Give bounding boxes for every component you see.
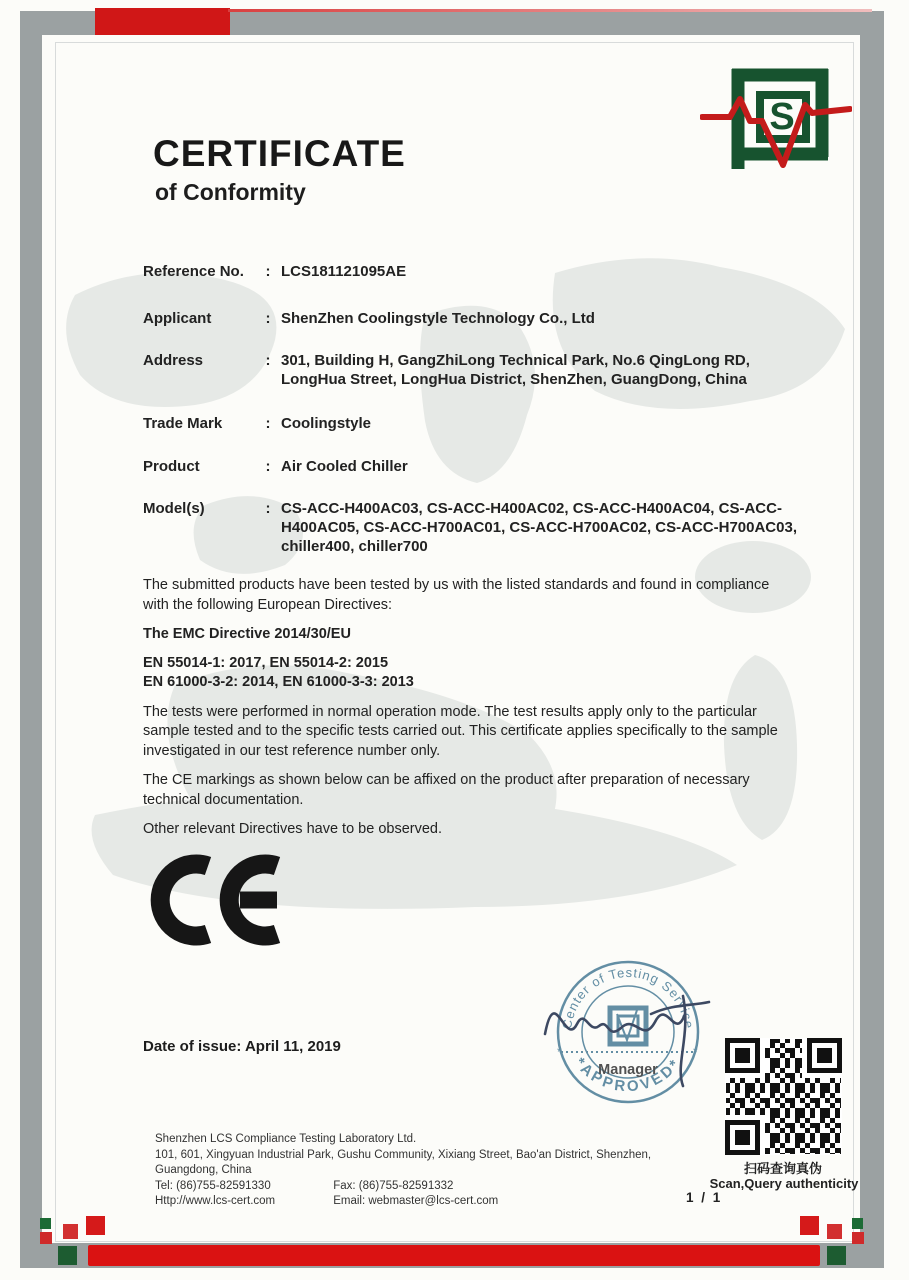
footer-website: Http://www.lcs-cert.com <box>155 1195 276 1207</box>
field-colon: : <box>265 500 271 517</box>
other-directives-paragraph: Other relevant Directives have to be observed. <box>143 821 443 837</box>
field-models <box>143 499 798 556</box>
body-text <box>143 576 795 850</box>
deco-square-red <box>800 1216 819 1235</box>
deco-square-red <box>827 1224 842 1239</box>
ce-note-paragraph: The CE markings as shown below can be affixed on the product after preparation of necessary technical documentation. <box>143 772 750 808</box>
top-red-line <box>228 9 872 12</box>
footer-company: Shenzhen LCS Compliance Testing Laboratory Ltd. <box>155 1133 417 1145</box>
top-red-block <box>95 8 230 35</box>
field-value: LCS181121095AE <box>281 263 407 280</box>
field-colon: : <box>265 310 271 327</box>
qr-caption-chinese: 扫码查询真伪 <box>743 1161 822 1176</box>
deco-square-red <box>86 1216 105 1235</box>
footer-fax: Fax: (86)755-82591332 <box>333 1179 454 1192</box>
stamp-arc-bottom-text: *APPROVED* <box>571 1054 685 1096</box>
standards-line-1: EN 55014-1: 2017, EN 55014-2: 2015 <box>143 654 389 671</box>
field-reference-no <box>143 262 798 281</box>
deco-square-green <box>852 1218 863 1229</box>
approval-stamp <box>533 952 723 1122</box>
qr-code <box>725 1038 842 1155</box>
field-colon: : <box>265 263 271 280</box>
standards-line-2: EN 61000-3-2: 2014, EN 61000-3-3: 2013 <box>143 674 414 690</box>
footer-address-line1: 101, 601, Xingyuan Industrial Park, Gushu Community, Xixiang Street, Bao'an District, Shenzhen, <box>155 1148 652 1161</box>
frame-band-right <box>860 11 884 1268</box>
field-label: Trade Mark <box>143 415 223 432</box>
field-colon: : <box>265 352 271 369</box>
footer-address-line2: Guangdong, China <box>155 1164 252 1176</box>
field-label: Reference No. <box>143 263 244 280</box>
footer-tel: Tel: (86)755-82591330 <box>155 1179 271 1192</box>
field-value: 301, Building H, GangZhiLong Technical Park, No.6 QingLong RD, LongHua Street, LongHua District, ShenZhen, GuangDong, China <box>281 352 750 388</box>
page-number: 1 / 1 <box>686 1190 723 1205</box>
field-product <box>143 457 798 476</box>
field-value: Air Cooled Chiller <box>281 458 408 475</box>
field-applicant <box>143 309 798 328</box>
field-label: Product <box>143 458 200 475</box>
certificate-title: CERTIFICATE <box>153 133 406 174</box>
deco-square-red <box>852 1232 864 1244</box>
field-colon: : <box>265 458 271 475</box>
bottom-red-bar <box>88 1245 820 1266</box>
svg-text:*: * <box>693 1045 698 1059</box>
deco-square-green <box>40 1218 51 1229</box>
emc-directive-line: The EMC Directive 2014/30/EU <box>143 626 351 642</box>
stamp-arc-top-text: Center of Testing Service <box>559 964 697 1031</box>
field-label: Applicant <box>143 310 212 327</box>
lcs-logo-icon <box>700 57 852 179</box>
ce-mark-icon <box>136 850 281 950</box>
deco-square-red <box>63 1224 78 1239</box>
field-trade-mark <box>143 414 798 433</box>
logo-letter: S <box>769 96 795 138</box>
footer <box>155 1132 715 1210</box>
deco-square-red <box>40 1232 52 1244</box>
deco-square-green <box>827 1246 846 1265</box>
tests-note-paragraph: The tests were performed in normal operation mode. The test results apply only to the particular sample tested and to the specific tests carried out. This certificate applies specifically to the sample investigated in our test reference number only. <box>143 703 778 759</box>
stamp-manager-label: Manager <box>598 1062 658 1078</box>
deco-square-green <box>58 1246 77 1265</box>
intro-paragraph: The submitted products have been tested by us with the listed standards and found in compliance with the following European Directives: <box>143 577 770 613</box>
svg-text:*: * <box>557 1045 562 1059</box>
frame-band-left <box>20 11 42 1268</box>
date-of-issue: Date of issue: April 11, 2019 <box>143 1038 341 1055</box>
field-value: ShenZhen Coolingstyle Technology Co., Ltd <box>281 310 595 327</box>
field-label: Address <box>143 352 204 369</box>
qr-caption-english: Scan,Query authenticity <box>709 1176 859 1191</box>
certificate-subtitle: of Conformity <box>155 179 306 205</box>
field-label: Model(s) <box>143 500 205 517</box>
field-address <box>143 351 798 389</box>
footer-email: Email: webmaster@lcs-cert.com <box>333 1195 499 1207</box>
field-value: Coolingstyle <box>281 415 372 432</box>
field-colon: : <box>265 415 271 432</box>
field-value: CS-ACC-H400AC03, CS-ACC-H400AC02, CS-ACC-H400AC04, CS-ACC-H400AC05, CS-ACC-H700AC01, CS-ACC-H700AC02, CS-ACC-H700AC03, chiller400, chiller700 <box>281 500 797 555</box>
